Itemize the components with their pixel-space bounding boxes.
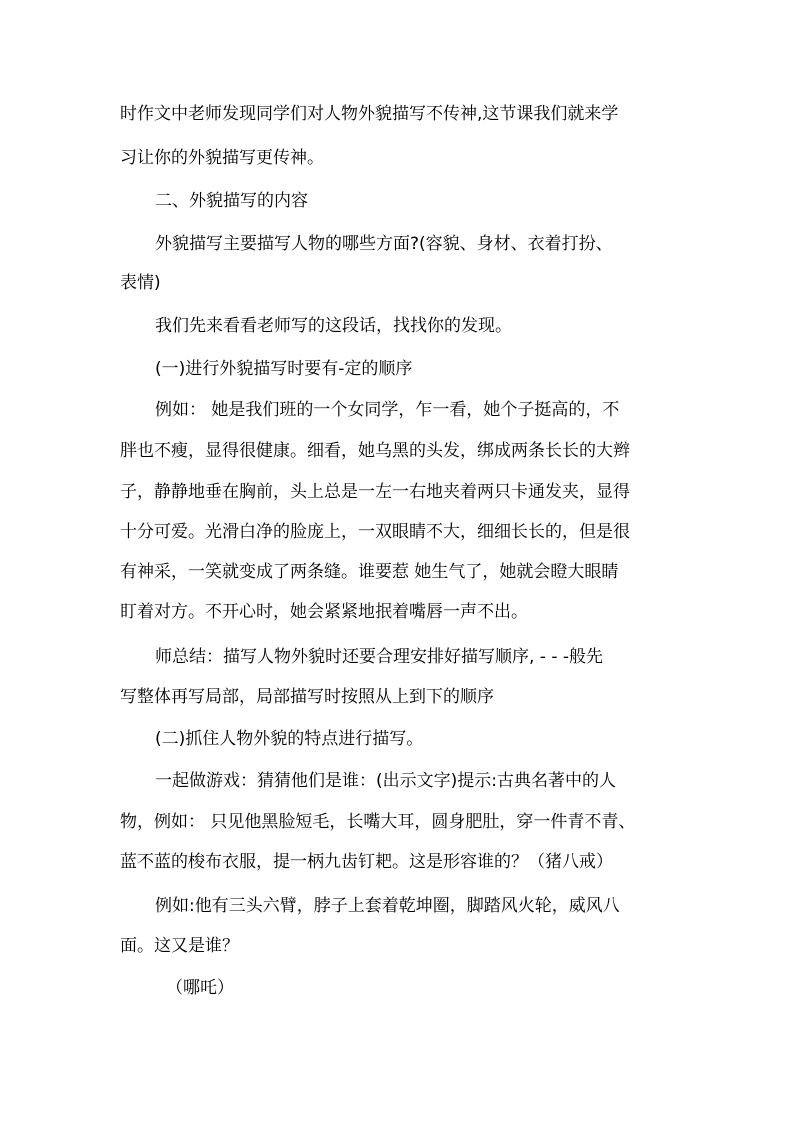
answer-line: （哪吒） [166,978,234,998]
example1-line-5: 有神采，一笑就变成了两条缝。谁要惹 她生气了，她就会瞪大眼睛 [120,562,619,582]
subheading-order: (一)进行外貌描写时要有-定的顺序 [155,359,413,379]
example1-line-6: 盯着对方。不开心时，她会紧紧地抿着嘴唇一声不出。 [120,602,528,622]
paragraph-line-1: 时作文中老师发现同学们对人物外貌描写不传神,这节课我们就来学 [120,104,619,124]
paragraph-line-2: 习让你的外貌描写更传神。 [120,148,324,168]
question-line-1: 外貌描写主要描写人物的哪些方面?(容貌、身材、衣着打扮、 [155,234,613,254]
example2-line-1: 例如:他有三头六臂，脖子上套着乾坤圈，脚踏风火轮，威风八 [155,896,620,916]
game-line-3: 蓝不蓝的梭布衣服，提一柄九齿钉耙。这是形容谁的？（猪八戒） [120,852,613,872]
example2-line-2: 面。这又是谁？ [120,936,239,956]
summary-line-1: 师总结：描写人物外貌时还要合理安排好描写顺序, - - -般先 [155,647,604,667]
example1-line-4: 十分可爱。光滑白净的脸庞上，一双眼睛不大，细细长长的，但是很 [120,522,630,542]
intro-line: 我们先来看看老师写的这段话，找找你的发现。 [155,316,512,336]
summary-line-2: 写整体再写局部，局部描写时按照从上到下的顺序 [120,687,494,707]
game-line-1: 一起做游戏：猜猜他们是谁：(出示文字)提示:古典名著中的人 [155,771,616,791]
question-line-2: 表情) [120,273,161,293]
section-heading-appearance-content: 二、外貌描写的内容 [155,191,308,211]
game-line-2: 物，例如： 只见他黑脸短毛，长嘴大耳，圆身肥肚，穿一件青不青、 [120,812,636,832]
subheading-features: (二)抓住人物外貌的特点进行描写。 [155,729,424,749]
example1-line-1: 例如： 她是我们班的一个女同学，乍一看，她个子挺高的，不 [155,400,620,420]
example1-line-3: 子，静静地垂在胸前，头上总是一左一右地夹着两只卡通发夹，显得 [120,482,630,502]
example1-line-2: 胖也不瘦，显得很健康。细看，她乌黑的头发，绑成两条长长的大辫 [120,441,630,461]
